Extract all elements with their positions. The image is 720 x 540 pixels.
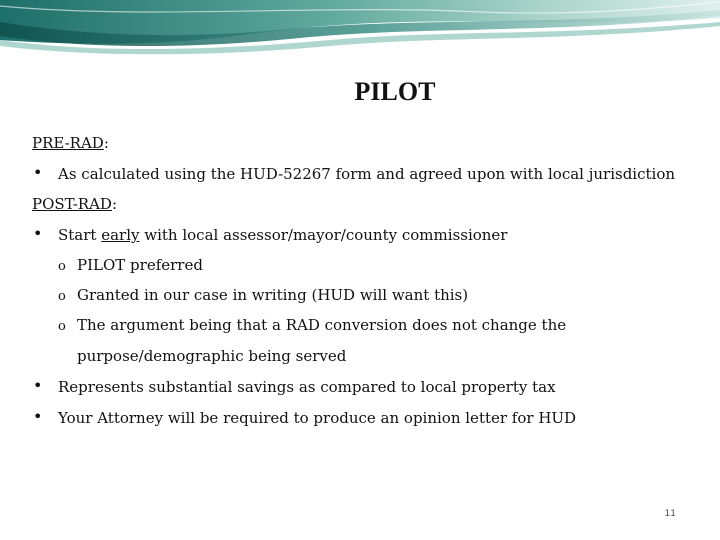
post-rad-bullet-start-early — [58, 226, 507, 244]
bullet-text-emphasis: early — [101, 226, 140, 244]
post-rad-colon: : — [111, 195, 118, 213]
bullet-text-after: with local assessor/mayor/county commissioner — [139, 226, 508, 244]
pre-rad-bullet: As calculated using the HUD-52267 form and agreed upon with local jurisdiction — [58, 165, 676, 183]
pre-rad-label: PRE-RAD — [32, 134, 104, 152]
post-rad-bullet-savings: Represents substantial savings as compared to local property tax — [58, 378, 556, 396]
pre-rad-heading — [32, 134, 109, 152]
header-wave-banner — [0, 0, 720, 62]
post-rad-heading — [32, 195, 117, 213]
post-rad-bullet-attorney: Your Attorney will be required to produce an opinion letter for HUD — [58, 409, 577, 427]
sub-bullet-circle-icon: o — [58, 319, 66, 334]
sub-item-granted-in-writing: Granted in our case in writing (HUD will want this) — [77, 286, 469, 304]
slide-title: PILOT — [354, 77, 436, 106]
post-rad-label: POST-RAD — [32, 195, 112, 213]
bullet-text-before: Start — [58, 226, 102, 244]
bullet-dot-icon: • — [33, 407, 43, 426]
pre-rad-colon: : — [103, 134, 109, 152]
sub-bullet-circle-icon: o — [58, 289, 66, 304]
sub-item-argument-continued: purpose/demographic being served — [77, 347, 347, 365]
bullet-dot-icon: • — [33, 224, 43, 243]
bullet-dot-icon: • — [33, 376, 43, 395]
sub-item-argument: The argument being that a RAD conversion does not change the — [77, 316, 567, 334]
page-number: 11 — [664, 509, 676, 519]
sub-bullet-circle-icon: o — [58, 259, 66, 274]
bullet-dot-icon: • — [33, 163, 43, 182]
sub-item-pilot-preferred: PILOT preferred — [77, 256, 203, 274]
